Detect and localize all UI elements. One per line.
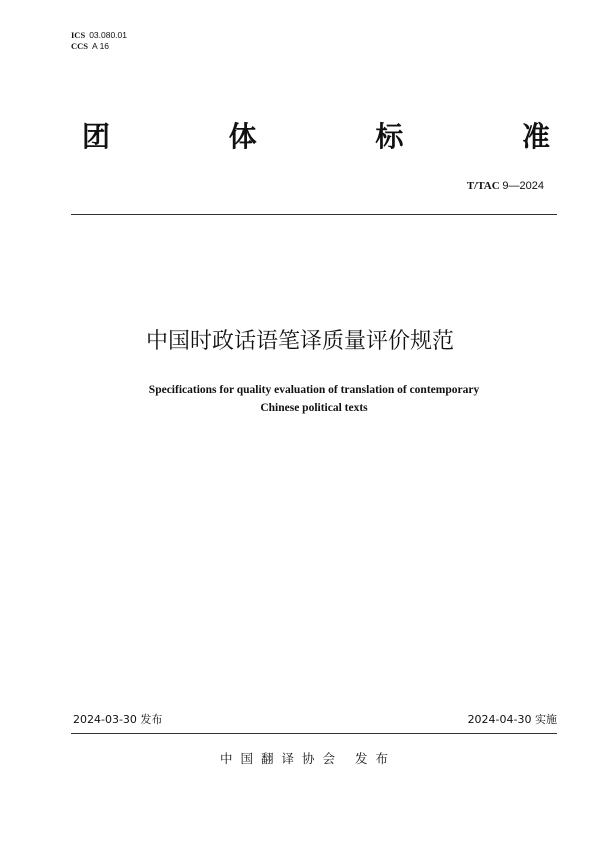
standard-number-value: 9—2024 [502, 180, 544, 192]
english-title-line: Chinese political texts [260, 402, 368, 414]
classification-codes [71, 30, 127, 52]
standard-type-char: 团 [82, 120, 111, 153]
document-title-english [0, 381, 600, 417]
ics-code: 03.080.01 [89, 30, 128, 40]
ccs-code: A 16 [92, 41, 110, 51]
standard-number-prefix: T/TAC [466, 180, 500, 192]
issue-date: 2024-03-30 发布 [73, 713, 163, 726]
standard-type-char: 准 [521, 120, 550, 153]
top-divider [71, 214, 557, 215]
standard-number [467, 180, 544, 192]
ics-label: ICS [71, 30, 86, 40]
standard-type-char: 标 [375, 120, 404, 153]
ics-line [71, 30, 127, 41]
standard-type-char: 体 [228, 120, 257, 153]
ccs-label: CCS [71, 41, 89, 51]
bottom-divider [71, 733, 557, 734]
publisher-line [220, 751, 396, 767]
standard-type-heading [82, 120, 550, 154]
document-title-chinese: 中国时政话语笔译质量评价规范 [145, 329, 454, 354]
ccs-line [71, 41, 127, 52]
publisher-name: 中国翻译协会 [220, 751, 344, 766]
implementation-date: 2024-04-30 实施 [467, 713, 557, 726]
english-title-line: Specifications for quality evaluation of translation of contemporary [148, 384, 480, 396]
publish-action: 发布 [355, 751, 397, 766]
